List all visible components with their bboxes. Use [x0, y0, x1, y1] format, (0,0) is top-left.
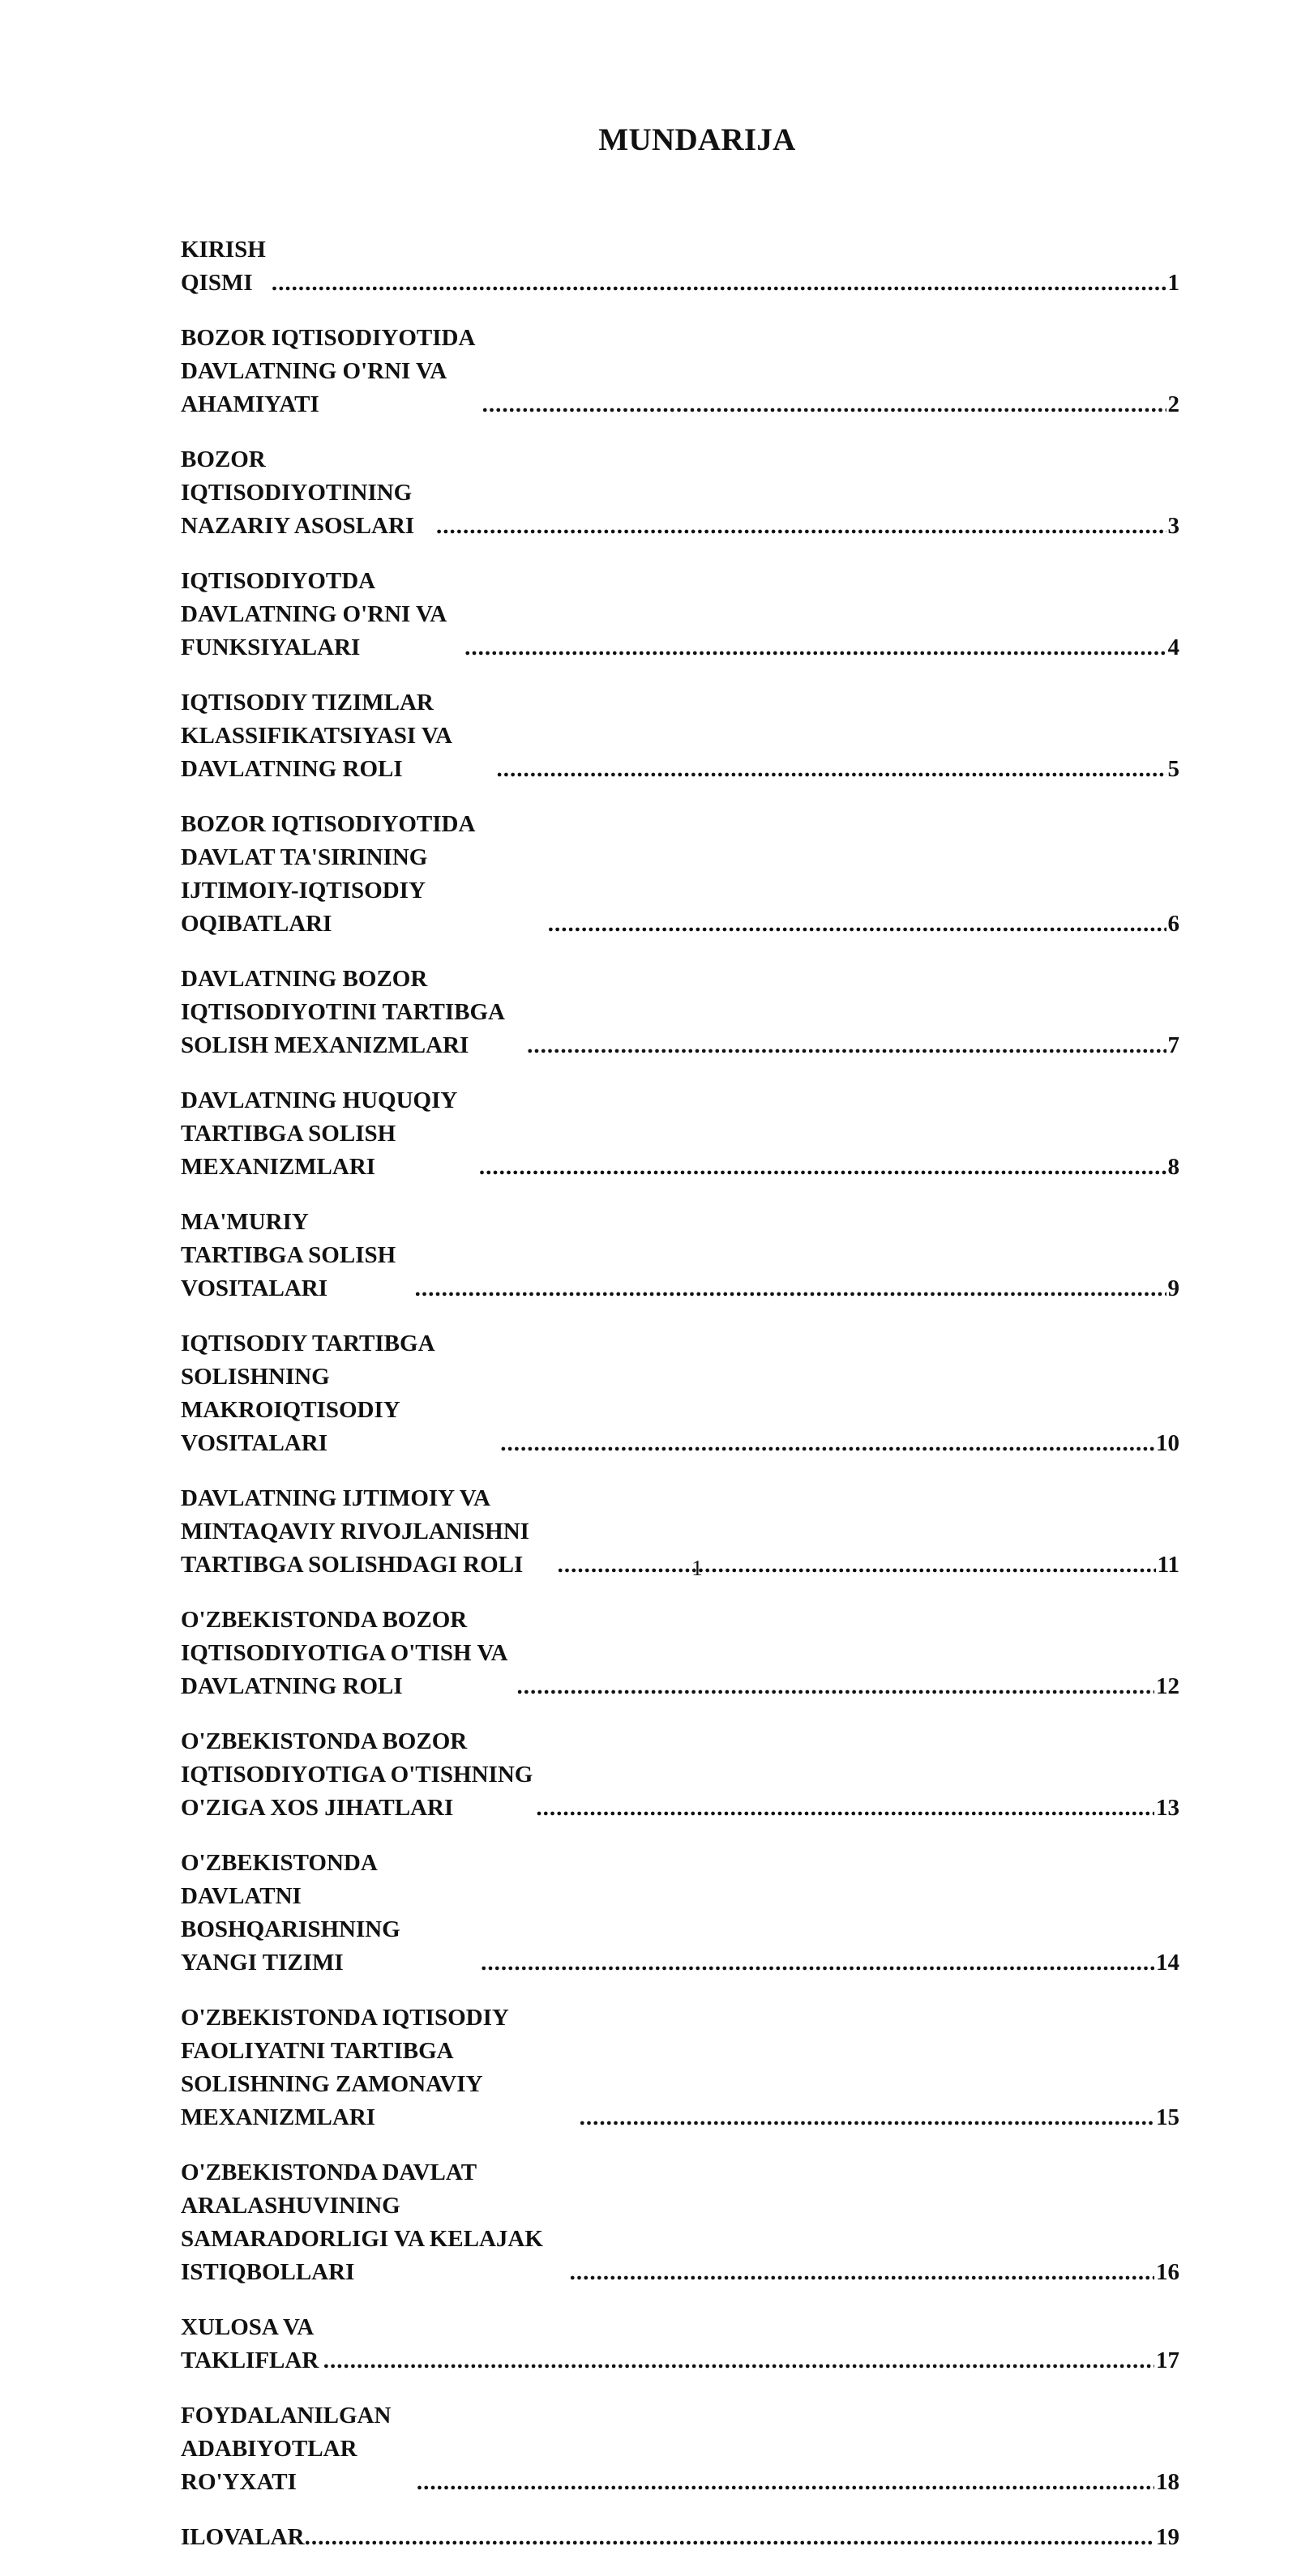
toc-entry-page: 11 [1157, 1552, 1179, 1578]
toc-entry [181, 963, 1179, 1062]
toc-entry-page: 4 [1167, 634, 1179, 660]
toc-entry-title: XULOSA VA TAKLIFLAR [181, 2314, 319, 2373]
toc-entry-page: 10 [1156, 1430, 1179, 1456]
toc-entry-page: 16 [1156, 2259, 1179, 2285]
toc-entry-page: 6 [1167, 911, 1179, 937]
toc-entry [181, 2311, 1179, 2377]
toc-entry-title: IQTISODIYOTDA DAVLATNING O'RNI VA FUNKSIYALARI [181, 568, 446, 660]
toc-entry-page: 19 [1156, 2524, 1179, 2550]
toc-entry-title: O'ZBEKISTONDA DAVLATNI BOSHQARISHNING YANGI TIZIMI [181, 1850, 400, 1976]
toc-entry [181, 322, 1179, 421]
toc-entry [181, 1084, 1179, 1184]
dot-leader [272, 267, 1166, 300]
toc-entry-title: DAVLATNING HUQUQIY TARTIBGA SOLISH MEXANIZMLARI [181, 1087, 457, 1180]
toc-entry-page: 15 [1156, 2104, 1179, 2130]
page-number: 1 [691, 1556, 703, 1580]
toc-entry-title: BOZOR IQTISODIYOTIDA DAVLATNING O'RNI VA AHAMIYATI [181, 325, 474, 417]
toc-entry [181, 686, 1179, 786]
toc-entry-title: MA'MURIY TARTIBGA SOLISH VOSITALARI [181, 1209, 396, 1301]
dot-leader [481, 1946, 1154, 1980]
dot-leader [500, 1427, 1154, 1460]
toc-entry-page: 1 [1167, 270, 1179, 296]
toc-entry [181, 2156, 1179, 2289]
toc-entry [181, 565, 1179, 664]
dot-leader [479, 1151, 1166, 1184]
toc-entry [181, 1725, 1179, 1825]
dot-leader [482, 388, 1166, 421]
toc-entry [181, 2001, 1179, 2134]
toc-entry-title: O'ZBEKISTONDA IQTISODIY FAOLIYATNI TARTIBGA SOLISHNING ZAMONAVIY MEXANIZMLARI [181, 2005, 508, 2130]
toc-entry-page: 9 [1167, 1275, 1179, 1301]
toc-entry-title: ILOVALAR [181, 2524, 305, 2550]
dot-leader [570, 2256, 1154, 2289]
dot-leader [305, 2521, 1154, 2554]
toc-entry-page: 18 [1156, 2469, 1179, 2495]
dot-leader [415, 1272, 1166, 1305]
toc-entry-title: FOYDALANILGAN ADABIYOTLAR RO'YXATI [181, 2403, 392, 2495]
toc-entry [181, 1604, 1179, 1703]
toc-entry-title: IQTISODIY TIZIMLAR KLASSIFIKATSIYASI VA DAVLATNING ROLI [181, 690, 452, 782]
toc-entry [181, 2521, 1179, 2554]
toc-entry-page: 12 [1156, 1673, 1179, 1699]
toc-entry-title: O'ZBEKISTONDA DAVLAT ARALASHUVINING SAMARADORLIGI VA KELAJAK ISTIQBOLLARI [181, 2159, 543, 2285]
page-title: MUNDARIJA [598, 122, 796, 157]
toc-entry-title: O'ZBEKISTONDA BOZOR IQTISODIYOTIGA O'TISH VA DAVLATNING ROLI [181, 1607, 507, 1699]
toc-entry-title: BOZOR IQTISODIYOTINING NAZARIY ASOSLARI [181, 446, 415, 539]
dot-leader [464, 631, 1166, 664]
toc-entry-title: KIRISH QISMI [181, 237, 266, 296]
toc-entry-title: BOZOR IQTISODIYOTIDA DAVLAT TA'SIRINING IJTIMOIY-IQTISODIY OQIBATLARI [181, 811, 474, 937]
table-of-contents [181, 233, 1179, 2576]
dot-leader [417, 2466, 1154, 2499]
toc-entry-page: 17 [1156, 2347, 1179, 2373]
toc-entry [181, 1327, 1179, 1460]
toc-entry-page: 14 [1156, 1950, 1179, 1976]
dot-leader [580, 2101, 1154, 2134]
toc-entry [181, 1206, 1179, 1305]
toc-entry-title: O'ZBEKISTONDA BOZOR IQTISODIYOTIGA O'TISHNING O'ZIGA XOS JIHATLARI [181, 1728, 533, 1821]
dot-leader [323, 2344, 1154, 2377]
toc-entry-title: DAVLATNING BOZOR IQTISODIYOTINI TARTIBGA SOLISH MEXANIZMLARI [181, 966, 504, 1058]
toc-entry-title: IQTISODIY TARTIBGA SOLISHNING MAKROIQTISODIY VOSITALARI [181, 1331, 434, 1456]
toc-entry-title: DAVLATNING IJTIMOIY VA MINTAQAVIY RIVOJLANISHNI TARTIBGA SOLISHDAGI ROLI [181, 1485, 529, 1578]
dot-leader [536, 1792, 1154, 1825]
toc-entry [181, 808, 1179, 941]
toc-entry-page: 2 [1167, 391, 1179, 417]
dot-leader [527, 1029, 1166, 1062]
toc-entry [181, 1847, 1179, 1980]
toc-entry-page: 7 [1167, 1032, 1179, 1058]
dot-leader [436, 510, 1166, 543]
dot-leader [496, 753, 1166, 786]
toc-entry [181, 233, 1179, 300]
dot-leader [548, 908, 1166, 941]
toc-entry [181, 443, 1179, 543]
toc-entry [181, 2399, 1179, 2499]
toc-entry-page: 3 [1167, 513, 1179, 539]
toc-entry-page: 8 [1167, 1154, 1179, 1180]
dot-leader [516, 1670, 1154, 1703]
toc-entry-page: 5 [1167, 756, 1179, 782]
toc-entry-page: 13 [1156, 1795, 1179, 1821]
